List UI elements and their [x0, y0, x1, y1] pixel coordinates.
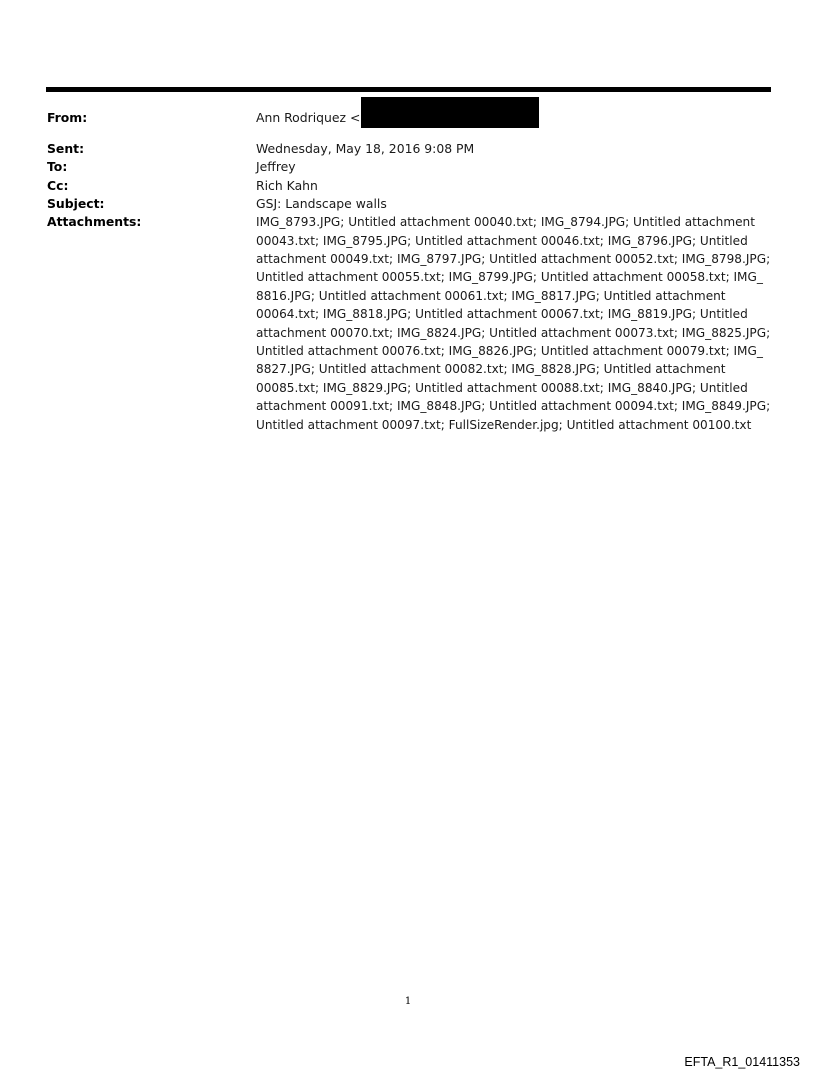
- attachments-label: Attachments:: [47, 214, 142, 230]
- cc-label: Cc:: [47, 177, 69, 193]
- from-row: [47, 109, 771, 140]
- page-number: 1: [404, 996, 412, 1007]
- email-header: [47, 109, 771, 434]
- cc-value: Rich Kahn: [256, 177, 318, 193]
- subject-value: GSJ: Landscape walls: [256, 195, 387, 211]
- header-rule: [46, 87, 771, 92]
- to-label: To:: [47, 159, 68, 175]
- document-id: EFTA_R1_01411353: [684, 1055, 800, 1069]
- sent-row: [47, 140, 771, 158]
- sent-label: Sent:: [47, 141, 85, 156]
- attachments-row: [47, 213, 771, 434]
- cc-row: [47, 177, 771, 195]
- from-label: From:: [47, 110, 88, 125]
- subject-label: Subject:: [47, 195, 105, 211]
- from-value: Ann Rodriquez <: [256, 110, 361, 125]
- redaction-box: [361, 97, 539, 128]
- sent-value: Wednesday, May 18, 2016 9:08 PM: [256, 141, 475, 156]
- subject-row: [47, 195, 771, 213]
- attachments-value: IMG_8793.JPG; Untitled attachment 00040.txt; IMG_8794.JPG; Untitled attachment 00043.txt; IMG_8795.JPG; Untitled attachment 00046.txt; IMG_8796.JPG; Untitled attachment 00049.txt; IMG_8797.JPG; Untitled attachment 00052.txt; IMG_8798.JPG; Untitled attachment 00055.txt; IMG_8799.JPG; Untitled attachment 00058.txt; IMG_ 8816.JPG; Untitled attachment 00061.txt; IMG_8817.JPG; Untitled attachment 00064.txt; IMG_8818.JPG; Untitled attachment 00067.txt; IMG_8819.JPG; Untitled attachment 00070.txt; IMG_8824.JPG; Untitled attachment 00073.txt; IMG_8825.JPG; Untitled attachment 00076.txt; IMG_8826.JPG; Untitled attachment 00079.txt; IMG_ 8827.JPG; Untitled attachment 00082.txt; IMG_8828.JPG; Untitled attachment 00085.txt; IMG_8829.JPG; Untitled attachment 00088.txt; IMG_8840.JPG; Untitled attachment 00091.txt; IMG_8848.JPG; Untitled attachment 00094.txt; IMG_8849.JPG; Untitled attachment 00097.txt; FullSizeRender.jpg; Untitled attachment 00100.txt: [256, 215, 771, 432]
- to-value: Jeffrey: [256, 159, 296, 175]
- to-row: [47, 158, 771, 176]
